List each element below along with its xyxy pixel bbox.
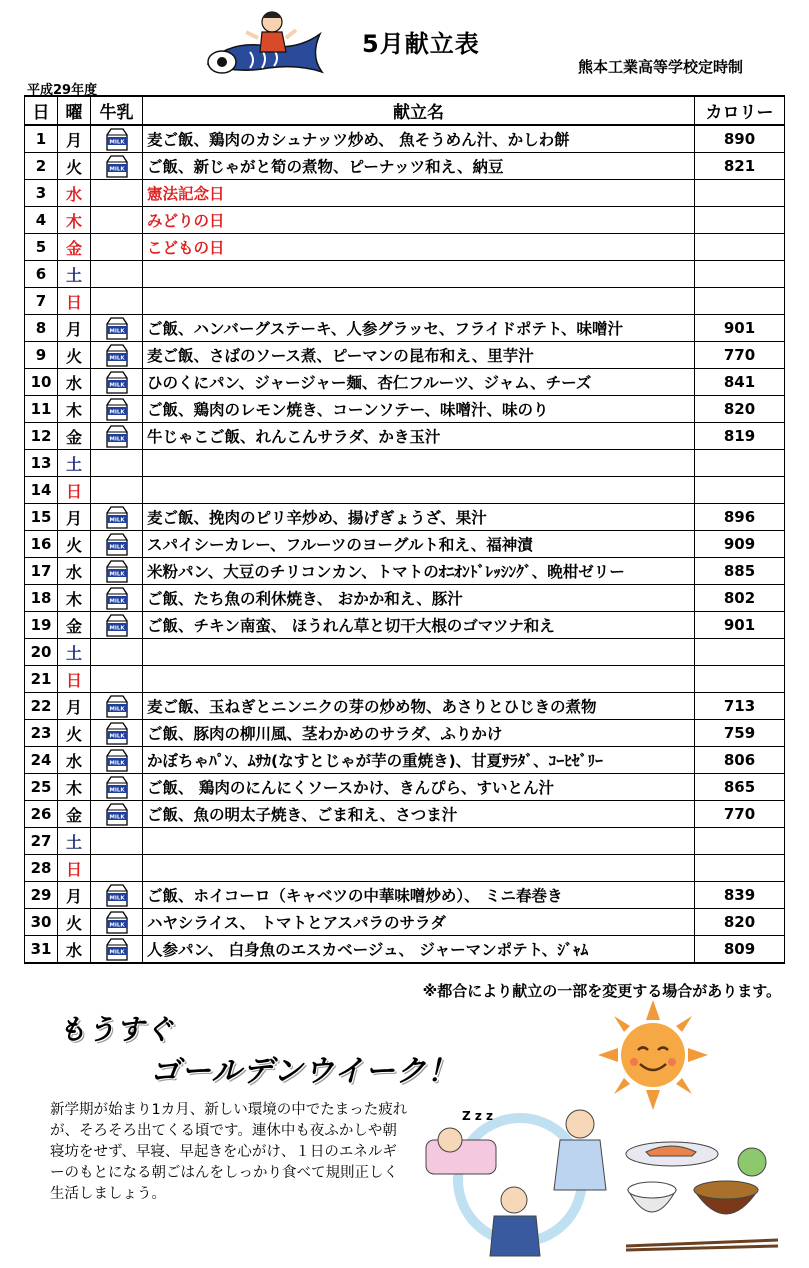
milk-cell bbox=[91, 477, 143, 504]
weekday-cell: 月 bbox=[58, 882, 91, 909]
weekday-cell: 木 bbox=[58, 207, 91, 234]
col-dow: 曜 bbox=[58, 96, 91, 125]
calorie-cell: 841 bbox=[695, 369, 785, 396]
menu-cell: ご飯、ハンバーグステーキ、人参グラッセ、フライドポテト、味噌汁 bbox=[143, 315, 695, 342]
milk-cell bbox=[91, 288, 143, 315]
weekday-cell: 金 bbox=[58, 423, 91, 450]
table-row bbox=[25, 125, 785, 153]
milk-cell bbox=[91, 801, 143, 828]
milk-cell bbox=[91, 855, 143, 882]
milk-cell bbox=[91, 153, 143, 180]
calorie-cell bbox=[695, 180, 785, 207]
table-row bbox=[25, 666, 785, 693]
day-cell: 12 bbox=[25, 423, 58, 450]
day-cell: 3 bbox=[25, 180, 58, 207]
koinobori-boy-illustration bbox=[198, 4, 328, 86]
milk-carton-icon bbox=[102, 370, 132, 394]
day-cell: 4 bbox=[25, 207, 58, 234]
day-cell: 2 bbox=[25, 153, 58, 180]
milk-carton-icon bbox=[102, 775, 132, 799]
weekday-cell: 水 bbox=[58, 747, 91, 774]
weekday-cell: 日 bbox=[58, 666, 91, 693]
svg-text:MILK: MILK bbox=[108, 895, 125, 902]
weekday-cell: 火 bbox=[58, 153, 91, 180]
table-row bbox=[25, 477, 785, 504]
weekday-cell: 月 bbox=[58, 693, 91, 720]
day-cell: 20 bbox=[25, 639, 58, 666]
day-cell: 21 bbox=[25, 666, 58, 693]
milk-carton-icon bbox=[102, 586, 132, 610]
day-cell: 16 bbox=[25, 531, 58, 558]
day-cell: 5 bbox=[25, 234, 58, 261]
day-cell: 22 bbox=[25, 693, 58, 720]
day-cell: 30 bbox=[25, 909, 58, 936]
milk-cell bbox=[91, 180, 143, 207]
table-row bbox=[25, 747, 785, 774]
menu-cell: スパイシーカレー、フルーツのヨーグルト和え、福神漬 bbox=[143, 531, 695, 558]
weekday-cell: 金 bbox=[58, 612, 91, 639]
calorie-cell: 896 bbox=[695, 504, 785, 531]
col-day: 日 bbox=[25, 96, 58, 125]
table-header-row bbox=[25, 96, 785, 125]
svg-text:MILK: MILK bbox=[108, 733, 125, 740]
weekday-cell: 水 bbox=[58, 369, 91, 396]
weekday-cell: 土 bbox=[58, 450, 91, 477]
weekday-cell: 水 bbox=[58, 180, 91, 207]
milk-cell bbox=[91, 828, 143, 855]
day-cell: 28 bbox=[25, 855, 58, 882]
table-row bbox=[25, 531, 785, 558]
weekday-cell: 火 bbox=[58, 720, 91, 747]
day-cell: 27 bbox=[25, 828, 58, 855]
milk-cell bbox=[91, 693, 143, 720]
milk-cell bbox=[91, 909, 143, 936]
milk-cell bbox=[91, 125, 143, 153]
message-text: 新学期が始まり1カ月、新しい環境の中でたまった疲れが、そろそろ出てくる頃です。連休中も夜ふかしや朝寝坊をせず、早寝、早起きを心がけ、１日のエネルギーのもとになる朝ごはんをしっかり食べて規則正しく生活しましょう。 bbox=[50, 1102, 408, 1202]
milk-carton-icon bbox=[102, 721, 132, 745]
menu-cell bbox=[143, 855, 695, 882]
day-cell: 7 bbox=[25, 288, 58, 315]
menu-cell bbox=[143, 828, 695, 855]
day-cell: 15 bbox=[25, 504, 58, 531]
svg-text:MILK: MILK bbox=[108, 166, 125, 173]
calorie-cell bbox=[695, 666, 785, 693]
table-row bbox=[25, 369, 785, 396]
svg-text:MILK: MILK bbox=[108, 949, 125, 956]
svg-text:MILK: MILK bbox=[108, 625, 125, 632]
milk-cell bbox=[91, 666, 143, 693]
menu-cell: ご飯、 鶏肉のにんにくソースかけ、きんぴら、すいとん汁 bbox=[143, 774, 695, 801]
menu-cell: ハヤシライス、 トマトとアスパラのサラダ bbox=[143, 909, 695, 936]
menu-cell: 麦ご飯、鶏肉のカシュナッツ炒め、 魚そうめん汁、かしわ餅 bbox=[143, 125, 695, 153]
day-cell: 29 bbox=[25, 882, 58, 909]
table-row bbox=[25, 936, 785, 964]
menu-cell: 米粉パン、大豆のチリコンカン、トマトのｵﾆｵﾝﾄﾞﾚｯｼﾝｸﾞ、晩柑ゼリー bbox=[143, 558, 695, 585]
milk-carton-icon bbox=[102, 613, 132, 637]
table-row bbox=[25, 450, 785, 477]
menu-cell: こどもの日 bbox=[143, 234, 695, 261]
menu-cell: 麦ご飯、さばのソース煮、ピーマンの昆布和え、里芋汁 bbox=[143, 342, 695, 369]
breakfast-illustration bbox=[622, 1134, 782, 1254]
svg-text:MILK: MILK bbox=[108, 517, 125, 524]
col-milk: 牛乳 bbox=[91, 96, 143, 125]
svg-text:MILK: MILK bbox=[108, 328, 125, 335]
menu-cell: 麦ご飯、玉ねぎとニンニクの芽の炒め物、あさりとひじきの煮物 bbox=[143, 693, 695, 720]
table-row bbox=[25, 207, 785, 234]
menu-cell bbox=[143, 450, 695, 477]
weekday-cell: 月 bbox=[58, 315, 91, 342]
milk-cell bbox=[91, 612, 143, 639]
soon-heading: もうすぐ bbox=[58, 1013, 175, 1046]
calorie-cell: 820 bbox=[695, 909, 785, 936]
table-row bbox=[25, 504, 785, 531]
milk-carton-icon bbox=[102, 694, 132, 718]
weekday-cell: 日 bbox=[58, 477, 91, 504]
table-row bbox=[25, 720, 785, 747]
svg-text:MILK: MILK bbox=[108, 382, 125, 389]
day-cell: 13 bbox=[25, 450, 58, 477]
table-row bbox=[25, 612, 785, 639]
day-cell: 26 bbox=[25, 801, 58, 828]
menu-cell bbox=[143, 666, 695, 693]
milk-cell bbox=[91, 261, 143, 288]
milk-cell bbox=[91, 882, 143, 909]
table-row bbox=[25, 153, 785, 180]
calorie-cell bbox=[695, 261, 785, 288]
weekday-cell: 水 bbox=[58, 936, 91, 964]
weekday-cell: 金 bbox=[58, 234, 91, 261]
menu-cell bbox=[143, 288, 695, 315]
menu-cell: 憲法記念日 bbox=[143, 180, 695, 207]
day-cell: 14 bbox=[25, 477, 58, 504]
menu-table bbox=[24, 95, 785, 964]
weekday-cell: 水 bbox=[58, 558, 91, 585]
svg-text:MILK: MILK bbox=[108, 436, 125, 443]
table-row bbox=[25, 342, 785, 369]
calorie-cell bbox=[695, 207, 785, 234]
table-row bbox=[25, 558, 785, 585]
svg-text:MILK: MILK bbox=[108, 787, 125, 794]
milk-cell bbox=[91, 504, 143, 531]
menu-cell: 牛じゃこご飯、れんこんサラダ、かき玉汁 bbox=[143, 423, 695, 450]
col-calorie: カロリー bbox=[695, 96, 785, 125]
table-row bbox=[25, 396, 785, 423]
day-cell: 6 bbox=[25, 261, 58, 288]
milk-cell bbox=[91, 558, 143, 585]
weekday-cell: 火 bbox=[58, 909, 91, 936]
milk-carton-icon bbox=[102, 802, 132, 826]
menu-cell bbox=[143, 261, 695, 288]
weekday-cell: 木 bbox=[58, 774, 91, 801]
menu-cell: 麦ご飯、挽肉のピリ辛炒め、揚げぎょうざ、果汁 bbox=[143, 504, 695, 531]
milk-cell bbox=[91, 369, 143, 396]
menu-cell: 人参パン、 白身魚のエスカベージュ、 ジャーマンポテト、ｼﾞｬﾑ bbox=[143, 936, 695, 964]
table-row bbox=[25, 909, 785, 936]
menu-cell: ご飯、ホイコーロ（キャベツの中華味噌炒め）、 ミニ春巻き bbox=[143, 882, 695, 909]
svg-text:MILK: MILK bbox=[108, 922, 125, 929]
svg-text:MILK: MILK bbox=[108, 760, 125, 767]
table-row bbox=[25, 882, 785, 909]
menu-cell: ひのくにパン、ジャージャー麺、杏仁フルーツ、ジャム、チーズ bbox=[143, 369, 695, 396]
day-cell: 23 bbox=[25, 720, 58, 747]
weekday-cell: 日 bbox=[58, 855, 91, 882]
calorie-cell: 839 bbox=[695, 882, 785, 909]
svg-text:MILK: MILK bbox=[108, 355, 125, 362]
table-row bbox=[25, 801, 785, 828]
milk-cell bbox=[91, 450, 143, 477]
svg-text:MILK: MILK bbox=[108, 409, 125, 416]
calorie-cell: 770 bbox=[695, 801, 785, 828]
calorie-cell: 759 bbox=[695, 720, 785, 747]
sun-illustration bbox=[598, 1000, 708, 1110]
calorie-cell: 713 bbox=[695, 693, 785, 720]
milk-carton-icon bbox=[102, 397, 132, 421]
milk-cell bbox=[91, 396, 143, 423]
weekday-cell: 火 bbox=[58, 531, 91, 558]
milk-cell bbox=[91, 639, 143, 666]
day-cell: 8 bbox=[25, 315, 58, 342]
menu-cell bbox=[143, 477, 695, 504]
menu-cell: ご飯、たち魚の利休焼き、 おかか和え、豚汁 bbox=[143, 585, 695, 612]
table-row bbox=[25, 585, 785, 612]
milk-carton-icon bbox=[102, 424, 132, 448]
svg-text:MILK: MILK bbox=[108, 544, 125, 551]
weekday-cell: 火 bbox=[58, 342, 91, 369]
day-cell: 10 bbox=[25, 369, 58, 396]
golden-week-heading: ゴールデンウイーク！ bbox=[150, 1054, 458, 1089]
weekday-cell: 日 bbox=[58, 288, 91, 315]
table-row bbox=[25, 774, 785, 801]
table-row bbox=[25, 639, 785, 666]
milk-carton-icon bbox=[102, 154, 132, 178]
calorie-cell bbox=[695, 855, 785, 882]
calorie-cell: 802 bbox=[695, 585, 785, 612]
milk-carton-icon bbox=[102, 883, 132, 907]
calorie-cell: 820 bbox=[695, 396, 785, 423]
day-cell: 24 bbox=[25, 747, 58, 774]
weekday-cell: 土 bbox=[58, 639, 91, 666]
menu-cell: ご飯、鶏肉のレモン焼き、コーンソテー、味噌汁、味のり bbox=[143, 396, 695, 423]
milk-carton-icon bbox=[102, 748, 132, 772]
milk-cell bbox=[91, 531, 143, 558]
sleep-wake-illustration bbox=[420, 1100, 620, 1260]
calorie-cell: 901 bbox=[695, 612, 785, 639]
calorie-cell: 821 bbox=[695, 153, 785, 180]
milk-cell bbox=[91, 423, 143, 450]
calorie-cell bbox=[695, 288, 785, 315]
calorie-cell: 806 bbox=[695, 747, 785, 774]
milk-carton-icon bbox=[102, 937, 132, 961]
menu-cell: ご飯、豚肉の柳川風、茎わかめのサラダ、ふりかけ bbox=[143, 720, 695, 747]
svg-text:MILK: MILK bbox=[108, 571, 125, 578]
weekday-cell: 月 bbox=[58, 125, 91, 153]
svg-text:MILK: MILK bbox=[108, 598, 125, 605]
svg-text:MILK: MILK bbox=[108, 706, 125, 713]
calorie-cell: 909 bbox=[695, 531, 785, 558]
milk-cell bbox=[91, 207, 143, 234]
calorie-cell bbox=[695, 639, 785, 666]
milk-carton-icon bbox=[102, 343, 132, 367]
weekday-cell: 土 bbox=[58, 261, 91, 288]
milk-carton-icon bbox=[102, 910, 132, 934]
milk-cell bbox=[91, 720, 143, 747]
weekday-cell: 木 bbox=[58, 585, 91, 612]
menu-cell: みどりの日 bbox=[143, 207, 695, 234]
calorie-cell: 865 bbox=[695, 774, 785, 801]
menu-cell: ご飯、魚の明太子焼き、ごま和え、さつま汁 bbox=[143, 801, 695, 828]
table-row bbox=[25, 315, 785, 342]
calorie-cell: 901 bbox=[695, 315, 785, 342]
school-name: 熊本工業高等学校定時制 bbox=[578, 58, 744, 76]
day-cell: 11 bbox=[25, 396, 58, 423]
calorie-cell bbox=[695, 234, 785, 261]
weekday-cell: 木 bbox=[58, 396, 91, 423]
menu-cell: ご飯、チキン南蛮、 ほうれん草と切干大根のゴマツナ和え bbox=[143, 612, 695, 639]
milk-cell bbox=[91, 315, 143, 342]
milk-cell bbox=[91, 747, 143, 774]
milk-cell bbox=[91, 342, 143, 369]
milk-carton-icon bbox=[102, 316, 132, 340]
change-notice: ※都合により献立の一部を変更する場合があります。 bbox=[422, 982, 781, 1000]
calorie-cell: 890 bbox=[695, 125, 785, 153]
weekday-cell: 金 bbox=[58, 801, 91, 828]
day-cell: 19 bbox=[25, 612, 58, 639]
zzz-text: Z z z bbox=[462, 1109, 494, 1123]
milk-cell bbox=[91, 234, 143, 261]
calorie-cell: 885 bbox=[695, 558, 785, 585]
col-menu: 献立名 bbox=[143, 96, 695, 125]
milk-cell bbox=[91, 774, 143, 801]
weekday-cell: 月 bbox=[58, 504, 91, 531]
table-row bbox=[25, 828, 785, 855]
day-cell: 18 bbox=[25, 585, 58, 612]
svg-text:MILK: MILK bbox=[108, 814, 125, 821]
milk-carton-icon bbox=[102, 559, 132, 583]
calorie-cell: 770 bbox=[695, 342, 785, 369]
calorie-cell bbox=[695, 450, 785, 477]
day-cell: 9 bbox=[25, 342, 58, 369]
table-row bbox=[25, 288, 785, 315]
calorie-cell bbox=[695, 828, 785, 855]
svg-text:MILK: MILK bbox=[108, 139, 125, 146]
table-row bbox=[25, 180, 785, 207]
menu-cell bbox=[143, 639, 695, 666]
table-row bbox=[25, 234, 785, 261]
day-cell: 31 bbox=[25, 936, 58, 964]
milk-cell bbox=[91, 936, 143, 964]
day-cell: 25 bbox=[25, 774, 58, 801]
table-row bbox=[25, 261, 785, 288]
calorie-cell bbox=[695, 477, 785, 504]
fiscal-year: 平成29年度 bbox=[27, 83, 98, 98]
menu-cell: かぼちゃﾊﾟﾝ、ﾑｻｶ(なすとじゃが芋の重焼き)、甘夏ｻﾗﾀﾞ、ｺｰﾋｾﾞﾘｰ bbox=[143, 747, 695, 774]
milk-carton-icon bbox=[102, 505, 132, 529]
day-cell: 17 bbox=[25, 558, 58, 585]
weekday-cell: 土 bbox=[58, 828, 91, 855]
calorie-cell: 819 bbox=[695, 423, 785, 450]
menu-cell: ご飯、新じゃがと筍の煮物、ピーナッツ和え、納豆 bbox=[143, 153, 695, 180]
table-row bbox=[25, 693, 785, 720]
day-cell: 1 bbox=[25, 125, 58, 153]
table-row bbox=[25, 855, 785, 882]
page-title: 5月献立表 bbox=[362, 30, 480, 58]
table-row bbox=[25, 423, 785, 450]
calorie-cell: 809 bbox=[695, 936, 785, 964]
milk-carton-icon bbox=[102, 127, 132, 151]
milk-cell bbox=[91, 585, 143, 612]
milk-carton-icon bbox=[102, 532, 132, 556]
